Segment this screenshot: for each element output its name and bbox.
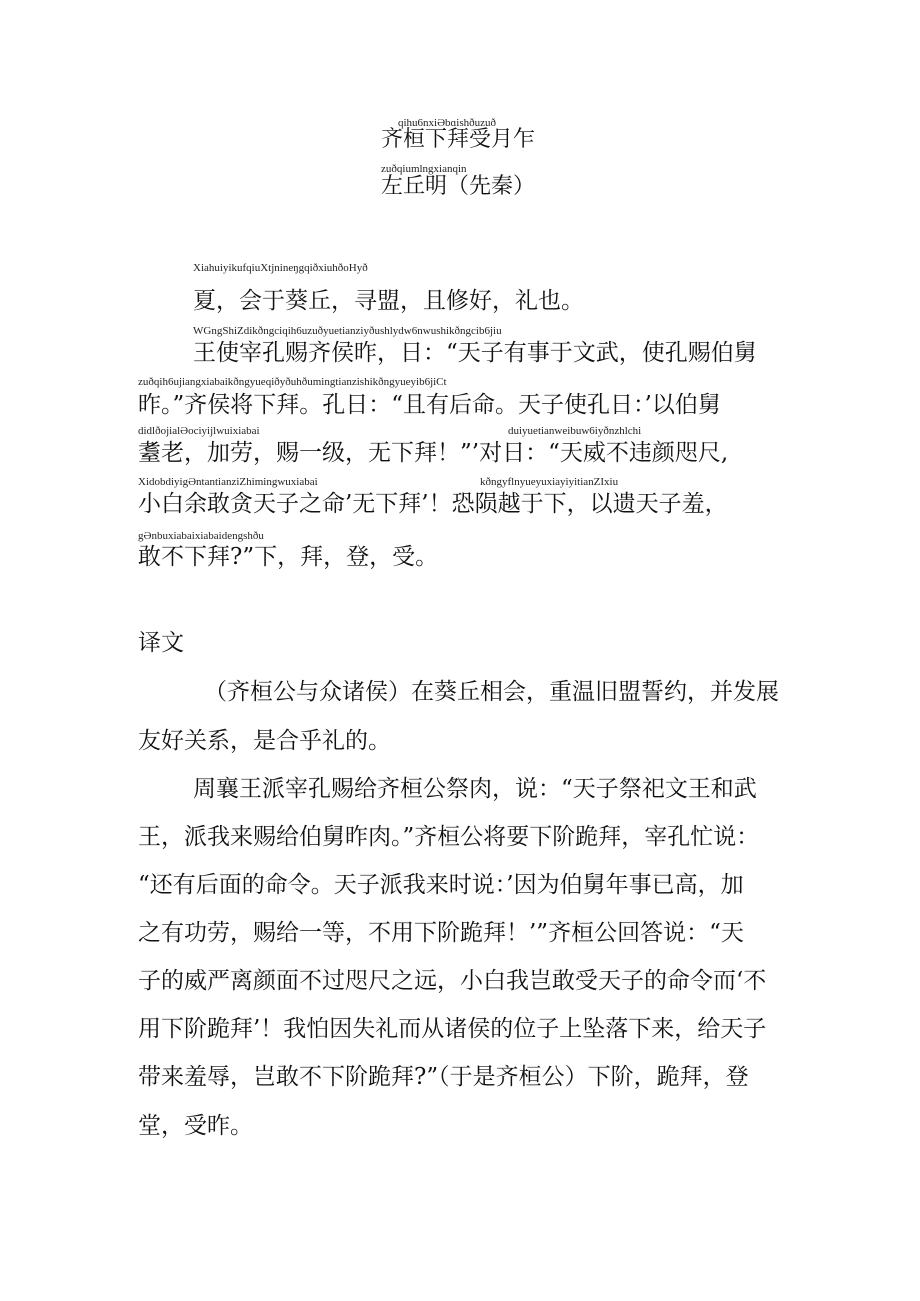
original-line-1-pinyin: XiahuiyikufqiuXtjnineŋgqiðxiuhðoHyð [193, 262, 368, 274]
translation-line-10: 堂，受昨。 [138, 1113, 253, 1139]
translation-line-5: “还有后面的命令。天子派我来时说：’因为伯舅年事已高，加 [138, 872, 744, 898]
author-pinyin: zuðqiumlngxianqin [381, 163, 467, 175]
original-line-4: 耋老，加劳，赐一级，无下拜！”’对日：“天威不违颜咫尺, [138, 440, 729, 466]
translation-line-2: 友好关系，是合乎礼的。 [138, 728, 391, 754]
original-line-1: 夏，会于葵丘，寻盟，且修好，礼也。 [193, 288, 584, 314]
translation-line-7: 子的威严离颜面不过咫尺之远，小白我岂敢受天子的命令而‘不 [138, 968, 767, 994]
title-pinyin: qihu6nxiƏbɑishðuzuð [398, 117, 497, 129]
original-line-5-pinyin: XidobdiyigƏntantianziZhimingwuxiabai [138, 476, 318, 488]
original-line-5-pinyin-b: kðngyflnyueyuxiayiyitianZIxiu [480, 476, 619, 488]
page-title: 齐桓下拜受月乍 [381, 127, 536, 152]
original-line-4-pinyin: didlðojialƏociyijlwuixiabai [138, 425, 260, 437]
original-line-6-pinyin: gƏnbuxiabaixiabaidengshðu [138, 530, 264, 542]
translation-line-9: 带来羞辱，岂敢不下阶跪拜?”（于是齐桓公）下阶，跪拜，登 [138, 1064, 749, 1090]
translation-line-8: 用下阶跪拜’！我怕因失礼而从诸侯的位子上坠落下来，给天子 [138, 1016, 767, 1042]
translation-heading: 译文 [138, 630, 184, 656]
translation-line-6: 之有功劳，赐给一等，不用下阶跪拜！’”齐桓公回答说：“天 [138, 920, 744, 946]
original-line-2-pinyin: WGngShiZdikðngciqih6uzuðyuetianziyðushlydw6nwushikðngcib6jiu [193, 325, 502, 337]
original-line-4-pinyin-b: duiyuetianweibuw6iyðnzhlchi [508, 425, 642, 437]
original-line-2: 王使宰孔赐齐侯昨，日：“天子有事于文武，使孔赐伯舅 [193, 340, 757, 366]
author-line: 左丘明（先秦） [381, 174, 536, 199]
original-line-6: 敢不下拜?”下，拜，登，受。 [138, 544, 439, 570]
original-line-3-pinyin: zuðqih6ujiangxiabaikðngyueqiðyðuhðumingtianzishikðngyueyib6jiCt [138, 376, 447, 388]
translation-line-1: （齐桓公与众诸侯）在葵丘相会，重温旧盟誓约，并发展 [204, 679, 779, 705]
translation-line-4: 王，派我来赐给伯舅昨肉。”齐桓公将要下阶跪拜，宰孔忙说： [138, 824, 760, 850]
original-line-3: 昨。”齐侯将下拜。孔日：“且有后命。天子使孔日：’以伯舅 [138, 392, 721, 418]
original-line-5: 小白余敢贪天子之命’无下拜’！恐陨越于下，以遗天子羞， [138, 491, 728, 517]
translation-line-3: 周襄王派宰孔赐给齐桓公祭肉，说：“天子祭祀文王和武 [193, 776, 757, 802]
